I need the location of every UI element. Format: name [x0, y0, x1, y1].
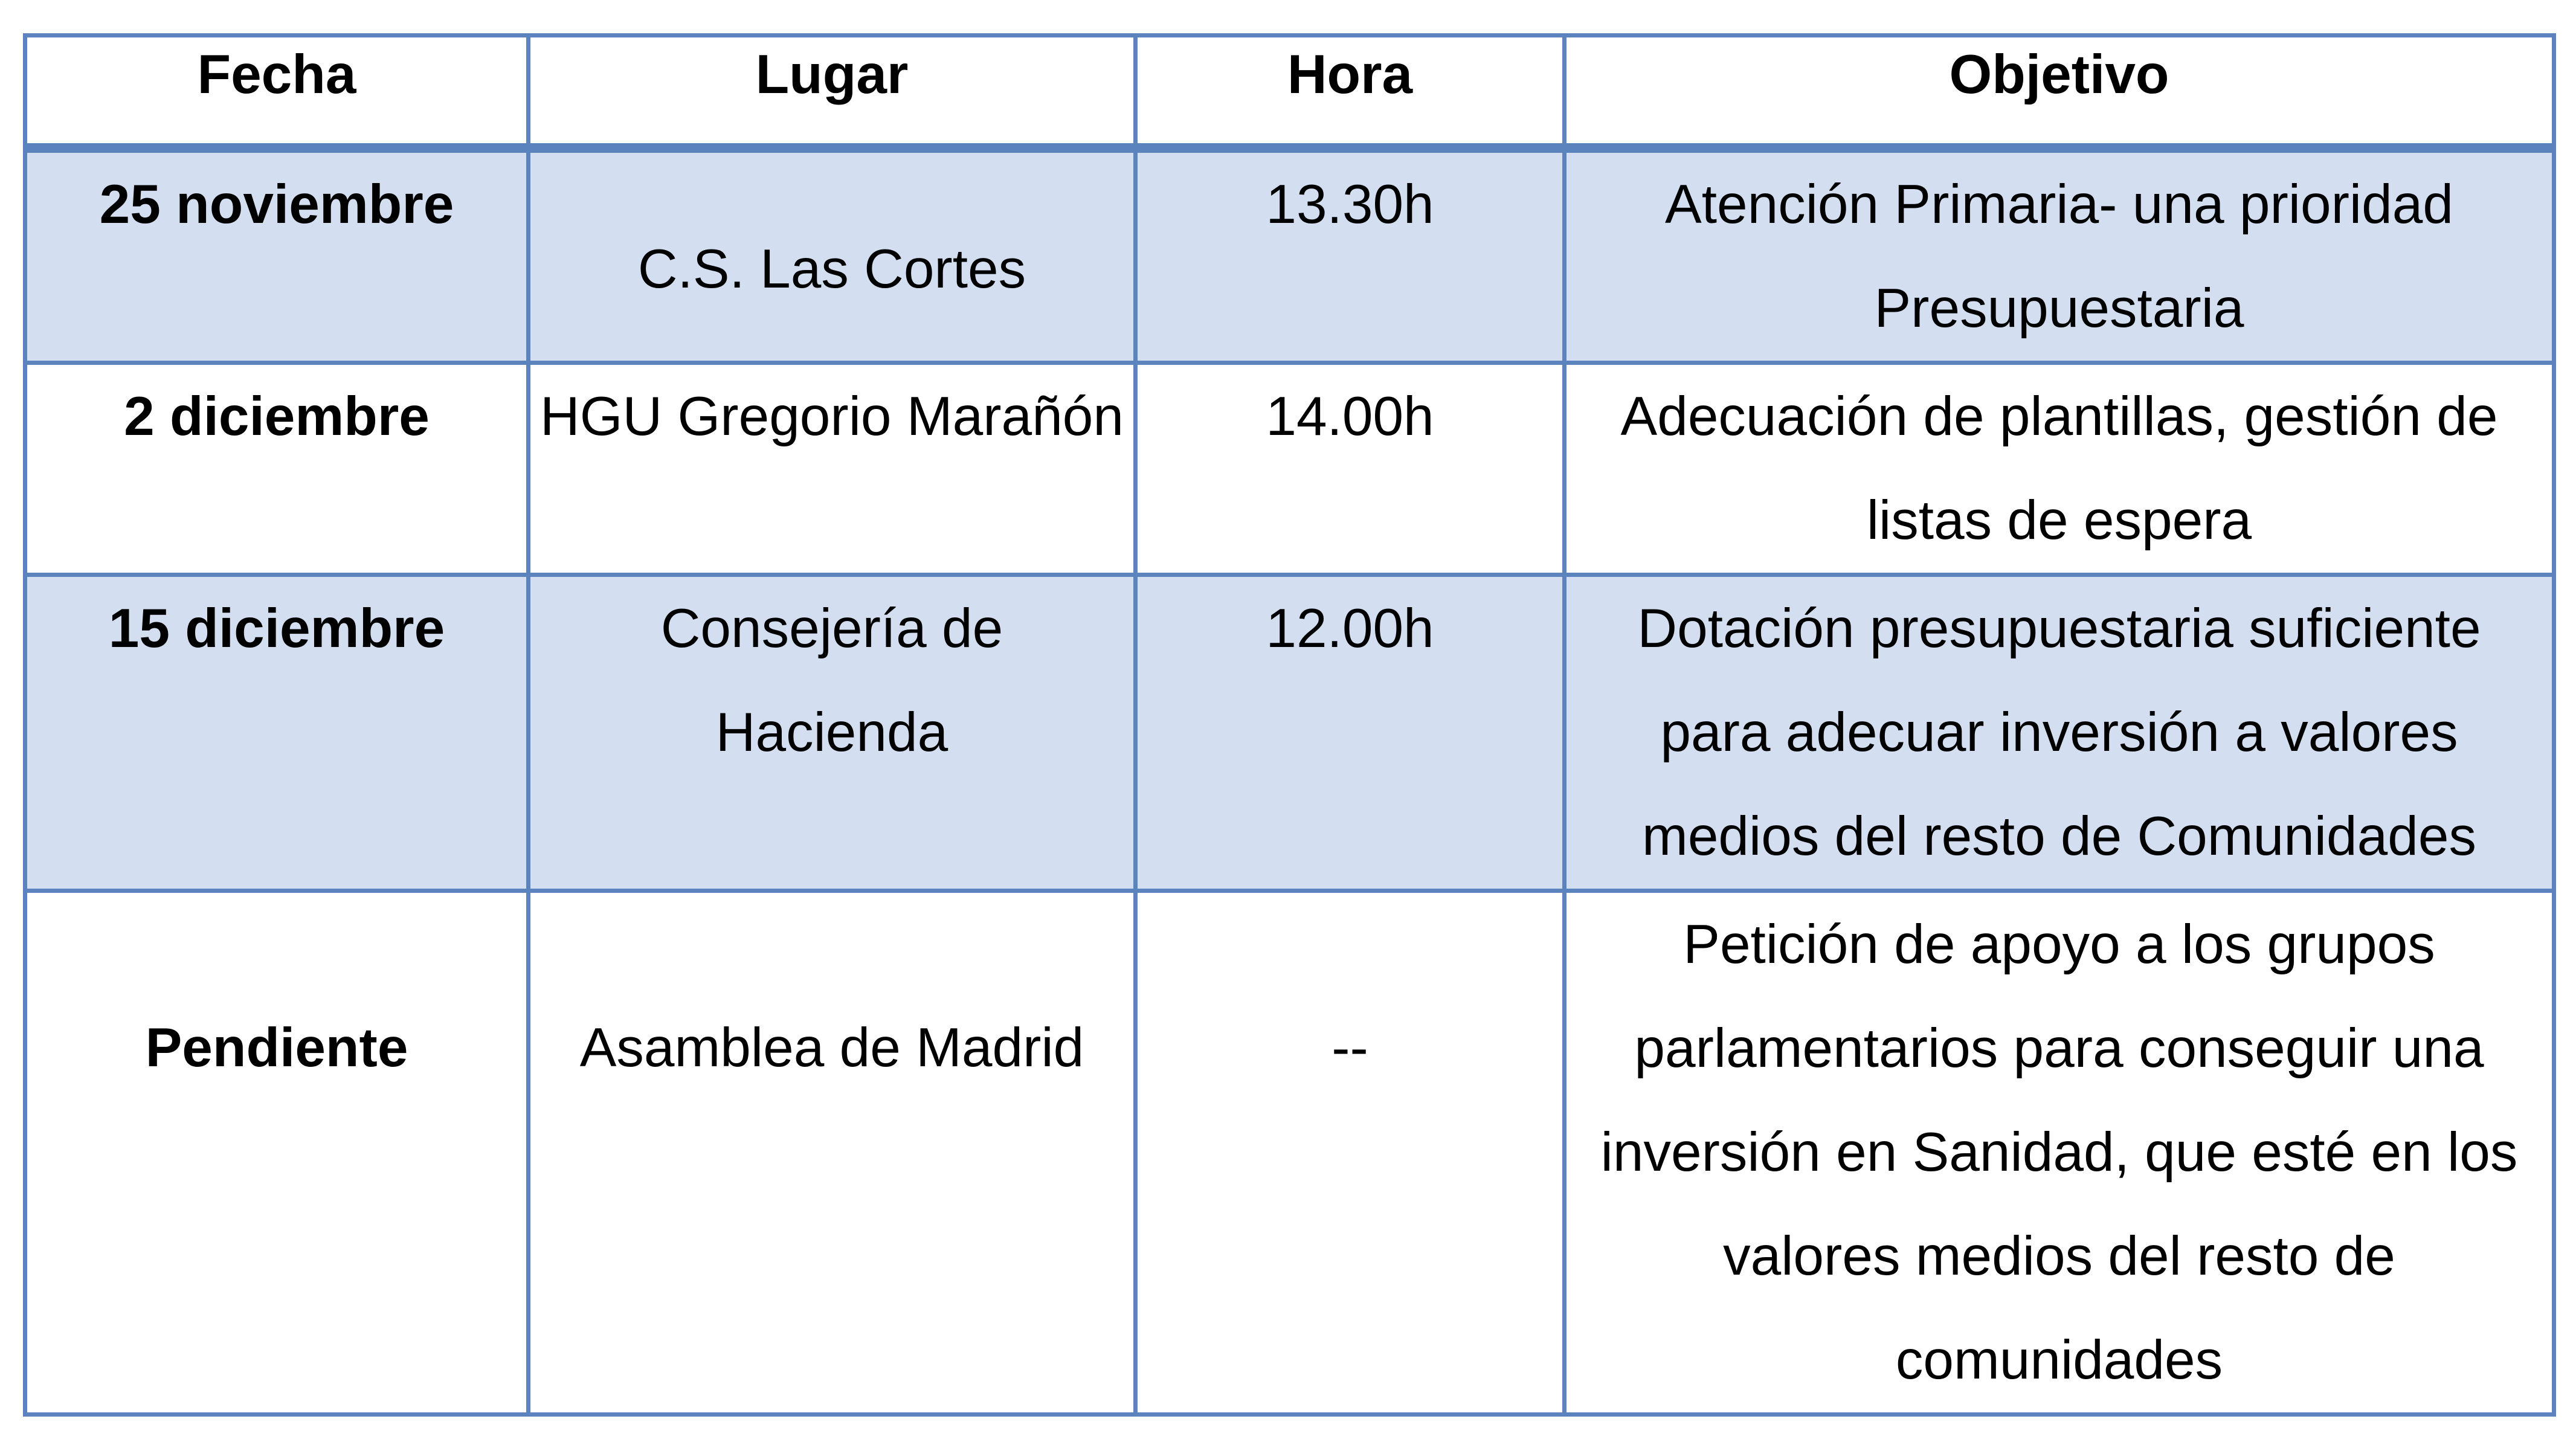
cell-objetivo: [1565, 575, 2554, 891]
header-objetivo: Objetivo: [1565, 36, 2554, 149]
cell-fecha: [25, 575, 529, 891]
cell-hora: [1136, 148, 1565, 363]
table-row: [25, 363, 2554, 575]
cell-fecha: [25, 891, 529, 1415]
cell-objetivo: [1565, 148, 2554, 363]
cell-objetivo: [1565, 363, 2554, 575]
fecha-text: 25 noviembre: [99, 174, 454, 235]
table-row: [25, 891, 2554, 1415]
hora-text: 12.00h: [1266, 598, 1434, 659]
table-header-row: [25, 36, 2554, 149]
lugar-text: C.S. Las Cortes: [637, 239, 1026, 300]
objetivo-text: Atención Primaria- una prioridad Presupuestaria: [1665, 174, 2453, 339]
lugar-text: HGU Gregorio Marañón: [540, 386, 1124, 447]
schedule-table: [23, 33, 2556, 1417]
header-lugar: Lugar: [529, 36, 1136, 149]
cell-lugar: [529, 363, 1136, 575]
cell-lugar: [529, 148, 1136, 363]
cell-lugar: [529, 575, 1136, 891]
cell-hora: [1136, 575, 1565, 891]
objetivo-text: Dotación presupuestaria suficiente para adecuar inversión a valores medios del resto de Comunidades: [1637, 598, 2481, 867]
cell-objetivo: [1565, 891, 2554, 1415]
fecha-text: 15 diciembre: [108, 598, 445, 659]
cell-hora: [1136, 363, 1565, 575]
table-row: [25, 148, 2554, 363]
lugar-text: Consejería de Hacienda: [660, 598, 1003, 763]
fecha-text: Pendiente: [145, 1017, 408, 1078]
hora-text: 14.00h: [1266, 386, 1434, 447]
cell-fecha: [25, 363, 529, 575]
cell-fecha: [25, 148, 529, 363]
cell-hora: [1136, 891, 1565, 1415]
hora-text: --: [1331, 1017, 1368, 1078]
hora-text: 13.30h: [1266, 174, 1434, 235]
header-hora: Hora: [1136, 36, 1565, 149]
fecha-text: 2 diciembre: [124, 386, 430, 447]
table-row: [25, 575, 2554, 891]
schedule-table-wrapper: [23, 33, 2552, 1417]
cell-lugar: [529, 891, 1136, 1415]
objetivo-text: Petición de apoyo a los grupos parlamentarios para conseguir una inversión en Sanidad, que esté en los valores medios del resto de comunidades: [1600, 914, 2518, 1391]
objetivo-text: Adecuación de plantillas, gestión de listas de espera: [1620, 386, 2498, 551]
lugar-text: Asamblea de Madrid: [579, 1017, 1084, 1078]
header-fecha: Fecha: [25, 36, 529, 149]
